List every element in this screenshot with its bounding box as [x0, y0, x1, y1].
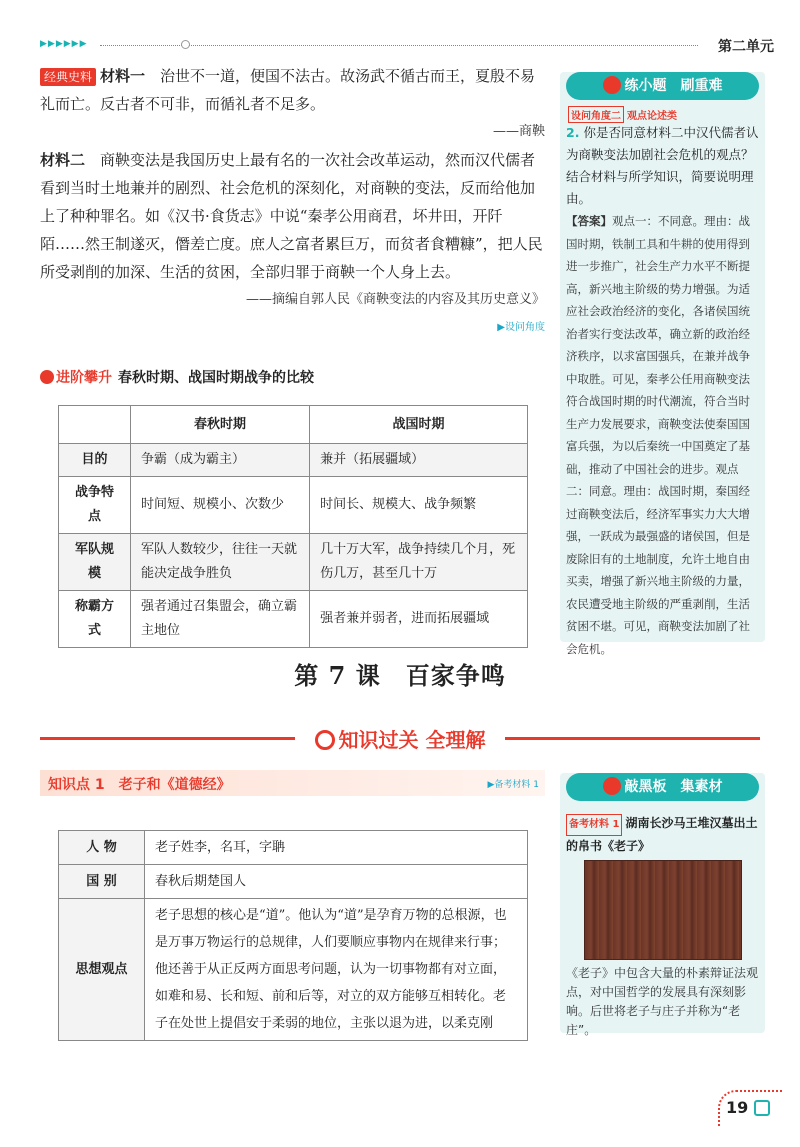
- material-one-label: 材料一: [100, 67, 146, 85]
- blackboard-text: 《老子》中包含大量的朴素辩证法观点，对中国哲学的发展具有深刻影响。后世将老子与庄子并称为“老庄”。: [566, 966, 759, 1037]
- material-one-text: 治世不一道，便国不法古。故汤武不循古而王，夏殷不易礼而亡。反古者不可非，而循礼者不足多。: [40, 67, 536, 113]
- table-row: [59, 831, 528, 865]
- page-number: 19: [726, 1098, 749, 1117]
- classic-source-tag: 经典史料: [40, 68, 96, 86]
- table-header-spring-autumn: 春秋时期: [131, 406, 310, 444]
- cell-spring-autumn: 争霸（成为霸主）: [131, 444, 310, 477]
- page-header: [40, 36, 774, 56]
- material-two-source: ——摘编自郭人民《商鞅变法的内容及其历史意义》: [245, 292, 545, 307]
- row-label: 人 物: [59, 831, 145, 865]
- practice-body: [566, 122, 759, 660]
- advance-tag: 进阶攀升: [40, 367, 112, 387]
- row-label: 思想观点: [59, 899, 145, 1041]
- lesson-title: 第 7 课 百家争鸣: [294, 661, 506, 690]
- table-header-warring-states: 战国时期: [310, 406, 528, 444]
- row-label: 目的: [59, 444, 131, 477]
- material-one: [40, 62, 545, 118]
- material-two-label: 材料二: [40, 151, 86, 169]
- cell-warring-states: 兼并（拓展疆域）: [310, 444, 528, 477]
- table-row: [59, 591, 528, 648]
- silk-manuscript-caption: 备考材料 1 湖南长沙马王堆汉墓出土的帛书《老子》: [566, 816, 758, 853]
- silk-manuscript-image: [584, 860, 742, 960]
- advance-section-title: [40, 367, 545, 387]
- war-comparison-table: [58, 405, 528, 648]
- pin-icon: [40, 370, 54, 384]
- exam-material-link[interactable]: ▶备考材料 1: [487, 780, 539, 790]
- source-materials: [40, 62, 545, 342]
- question-angle-link[interactable]: ▶设问角度: [497, 322, 545, 333]
- row-value: 老子思想的核心是“道”。他认为“道”是孕育万物的总根源，也是万事万物运行的总规律，人们要顺应事物内在规律来行事；他还善于从正反两方面思考问题，认为一切事物都有对立面，如难和易、长和短、前和后等，对立的双方能够互相转化。老子在处世上提倡安于柔弱的地位，主张以退为进，以柔克刚: [145, 899, 528, 1041]
- header-triangles: ▶▶▶▶▶▶: [40, 39, 88, 49]
- practice-head: 练小题 刷重难: [566, 72, 759, 100]
- person-icon: [603, 777, 621, 795]
- cell-spring-autumn: 时间短、规模小、次数少: [131, 477, 310, 534]
- row-label: 军队规模: [59, 534, 131, 591]
- blackboard-panel: [560, 773, 765, 1037]
- knowledge-point-title: 知识点 1 老子和《道德经》: [48, 777, 231, 793]
- table-row: [59, 534, 528, 591]
- practice-answer: 【答案】观点一：不同意。理由：战国时期，铁制工具和牛耕的使用得到进一步推广，社会生产力水平不断提高，新兴地主阶级的势力增强。为适应社会政治经济的变化，各诸侯国统治者实行变法改革，确立新的政治经济秩序，以求富国强兵，在兼并战争中取胜。可见，秦孝公任用商鞅变法符合战国时期的时代潮流，符合当时生产力发展要求，商鞅变法使秦国国富兵强，为以后秦统一中国奠定了基础，推动了中国社会的进步。观点二：同意。理由：战国时期，秦国经过商鞅变法后，经济军事实力大大增强，一跃成为最强盛的诸侯国，但是废除旧有的土地制度，允许土地自由买卖，增强了新兴地主阶级的力量，农民遭受地主阶级的严重剥削，生活贫困不堪。可见，商鞅变法加剧了社会危机。: [566, 214, 750, 656]
- person-icon: [603, 76, 621, 94]
- header-circle-icon: [181, 40, 190, 49]
- book-icon: [754, 1100, 770, 1116]
- row-value: 春秋后期楚国人: [145, 865, 528, 899]
- blackboard-body: [566, 813, 759, 1040]
- material-two-text: 商鞅变法是我国历史上最有名的一次社会改革运动，然而汉代儒者看到当时土地兼并的剧烈、社会危机的深刻化，对商鞅的变法，反而给他加上了种种罪名。如《汉书·食货志》中说“秦孝公用商君，坏井田，开阡陌……然王制遂灭，僭差亡度。庶人之富者累巨万，而贫者食糟糠”，把人民所受剥削的加深、生活的贫困，全部归罪于商鞅一个人身上去。: [40, 151, 543, 281]
- swirl-icon: [315, 730, 335, 750]
- unit-label: 第二单元: [718, 39, 774, 55]
- cell-spring-autumn: 军队人数较少，往往一天就能决定战争胜负: [131, 534, 310, 591]
- banner-text: 知识过关 全理解: [40, 724, 760, 753]
- row-label: 称霸方式: [59, 591, 131, 648]
- cell-warring-states: 时间长、规模大、战争频繁: [310, 477, 528, 534]
- table-header-blank: [59, 406, 131, 444]
- table-row: [59, 865, 528, 899]
- practice-subtitle: 设问角度二 观点论述类: [568, 106, 677, 123]
- table-row: [59, 477, 528, 534]
- knowledge-point-bar: [40, 770, 545, 796]
- table-row: [59, 444, 528, 477]
- material-one-source: ——商鞅: [492, 124, 545, 139]
- laozi-table: [58, 830, 528, 1041]
- row-label: 战争特点: [59, 477, 131, 534]
- angle-tag: 设问角度二: [568, 106, 624, 123]
- blackboard-head: 敲黑板 集素材: [566, 773, 759, 801]
- page-number-box: [718, 1090, 782, 1126]
- row-label: 国 别: [59, 865, 145, 899]
- cell-spring-autumn: 强者通过召集盟会，确立霸主地位: [131, 591, 310, 648]
- cell-warring-states: 强者兼并弱者，进而拓展疆域: [310, 591, 528, 648]
- practice-panel: [560, 72, 765, 656]
- practice-question: 2. 你是否同意材料二中汉代儒者认为商鞅变法加剧社会危机的观点？结合材料与所学知识，简要说明理由。: [566, 125, 759, 206]
- advance-title: 春秋时期、战国时期战争的比较: [118, 370, 314, 386]
- row-value: 老子姓李，名耳，字聃: [145, 831, 528, 865]
- section-banner: [40, 722, 760, 754]
- cell-warring-states: 几十万大军，战争持续几个月，死伤几万，甚至几十万: [310, 534, 528, 591]
- table-row: [59, 899, 528, 1041]
- material-two: [40, 146, 545, 286]
